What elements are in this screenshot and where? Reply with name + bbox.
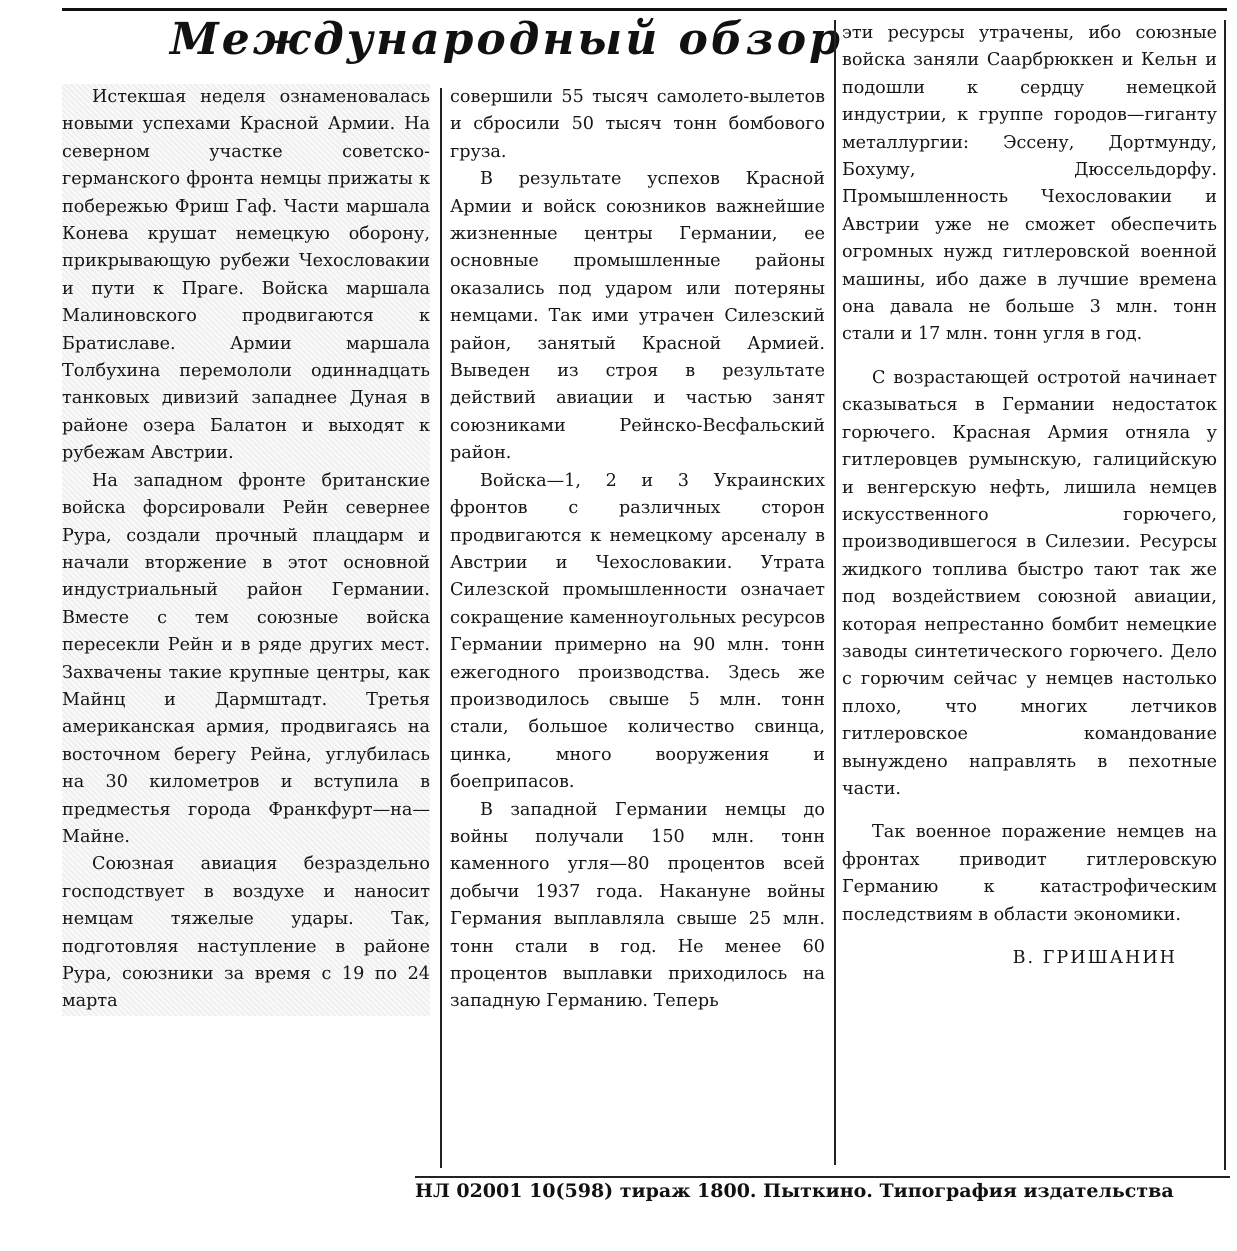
paragraph: Союзная авиация безраздельно господствует в воздухе и наносит немцам тяжелые удары. Так, подготовляя наступление в районе Рура, союзники за время с 19 по 24 марта xyxy=(62,854,430,1012)
bottom-rule xyxy=(415,1176,1230,1178)
author-signature: В. ГРИШАНИН xyxy=(1012,948,1177,968)
paragraph: Истекшая неделя ознаменовалась новыми успехами Красной Армии. На северном участке советско-германского фронта немцы прижаты к побережью Фриш Гаф. Части маршала Конева крушат немецкую оборону, прикрывающую рубежи Чехословакии и пути к Праге. Войска маршала Малиновского продвигаются к Братиславе. Армии маршала Толбухина перемололи одиннадцать танковых дивизий западнее Дуная в районе озера Балатон и выходят к рубежам Австрии. xyxy=(62,87,430,464)
top-rule xyxy=(62,8,1227,11)
paragraph: В западной Германии немцы до войны получали 150 млн. тонн каменного угля—80 процентов всей добычи 1937 года. Накануне войны Германия выплавляла свыше 25 млн. тонн стали в год. Не менее 60 процентов выплавки приходилось на западную Германию. Теперь xyxy=(450,799,825,1012)
article-column-3 xyxy=(842,20,1217,972)
paragraph: На западном фронте британские войска форсировали Рейн севернее Рура, создали прочный плацдарм и начали вторжение в этот основной индустриальный район Германии. Вместе с тем союзные войска пересекли Рейн и в ряде других мест. Захвачены такие крупные центры, как Майнц и Дармштадт. Третья американская армия, продвигаясь на восточном берегу Рейна, углубилась на 30 километров и вступила в предместья города Франкфурт—на—Майне. xyxy=(62,470,430,847)
paragraph: Войска—1, 2 и 3 Украинских фронтов с различных сторон продвигаются к немецкому арсеналу в Австрии и Чехословакии. Утрата Силезской промышленности означает сокращение каменноугольных ресурсов Германии примерно на 90 млн. тонн ежегодного производства. Здесь же производилось свыше 5 млн. тонн стали, большое количество свинца, цинка, много вооружения и боеприпасов. xyxy=(450,470,825,793)
column-divider xyxy=(440,88,442,1168)
paragraph: Так военное поражение немцев на фронтах приводит гитлеровскую Германию к катастрофическим последствиям в области экономики. xyxy=(842,822,1217,925)
article-column-2 xyxy=(450,84,825,1016)
paragraph: совершили 55 тысяч самолето-вылетов и сбросили 50 тысяч тонн бомбового груза. xyxy=(450,87,825,162)
article-headline: Международный обзор xyxy=(170,14,843,65)
column-divider xyxy=(834,20,836,1165)
article-column-1 xyxy=(62,84,430,1016)
imprint-line: НЛ 02001 10(598) тираж 1800. Пыткино. Типография издательства xyxy=(415,1180,1174,1202)
column-divider xyxy=(1224,20,1226,1170)
paragraph: С возрастающей остротой начинает сказываться в Германии недостаток горючего. Красная Армия отняла у гитлеровцев румынскую, галицийскую и венгерскую нефть, лишила немцев искусственного горючего, производившегося в Силезии. Ресурсы жидкого топлива быстро тают так же под воздействием союзной авиации, которая непрестанно бомбит немецкие заводы синтетического горючего. Дело с горючим сейчас у немцев настолько плохо, что многих летчиков гитлеровское командование вынуждено направлять в пехотные части. xyxy=(842,367,1217,799)
paragraph: эти ресурсы утрачены, ибо союзные войска заняли Саарбрюккен и Кельн и подошли к сердцу немецкой индустрии, к группе городов—гиганту металлургии: Эссену, Дортмунду, Бохуму, Дюссельдорфу. Промышленность Чехословакии и Австрии уже не сможет обеспечить огромных нужд гитлеровской военной машины, ибо даже в лучшие времена она давала не больше 3 млн. тонн стали и 17 млн. тонн угля в год. xyxy=(842,23,1217,345)
paragraph: В результате успехов Красной Армии и войск союзников важнейшие жизненные центры Германии, ее основные промышленные районы оказались под ударом или потеряны немцами. Так ими утрачен Силезский район, занятый Красной Армией. Выведен из строя в результате действий авиации и частью занят союзниками Рейнско-Весфальский район. xyxy=(450,169,825,464)
